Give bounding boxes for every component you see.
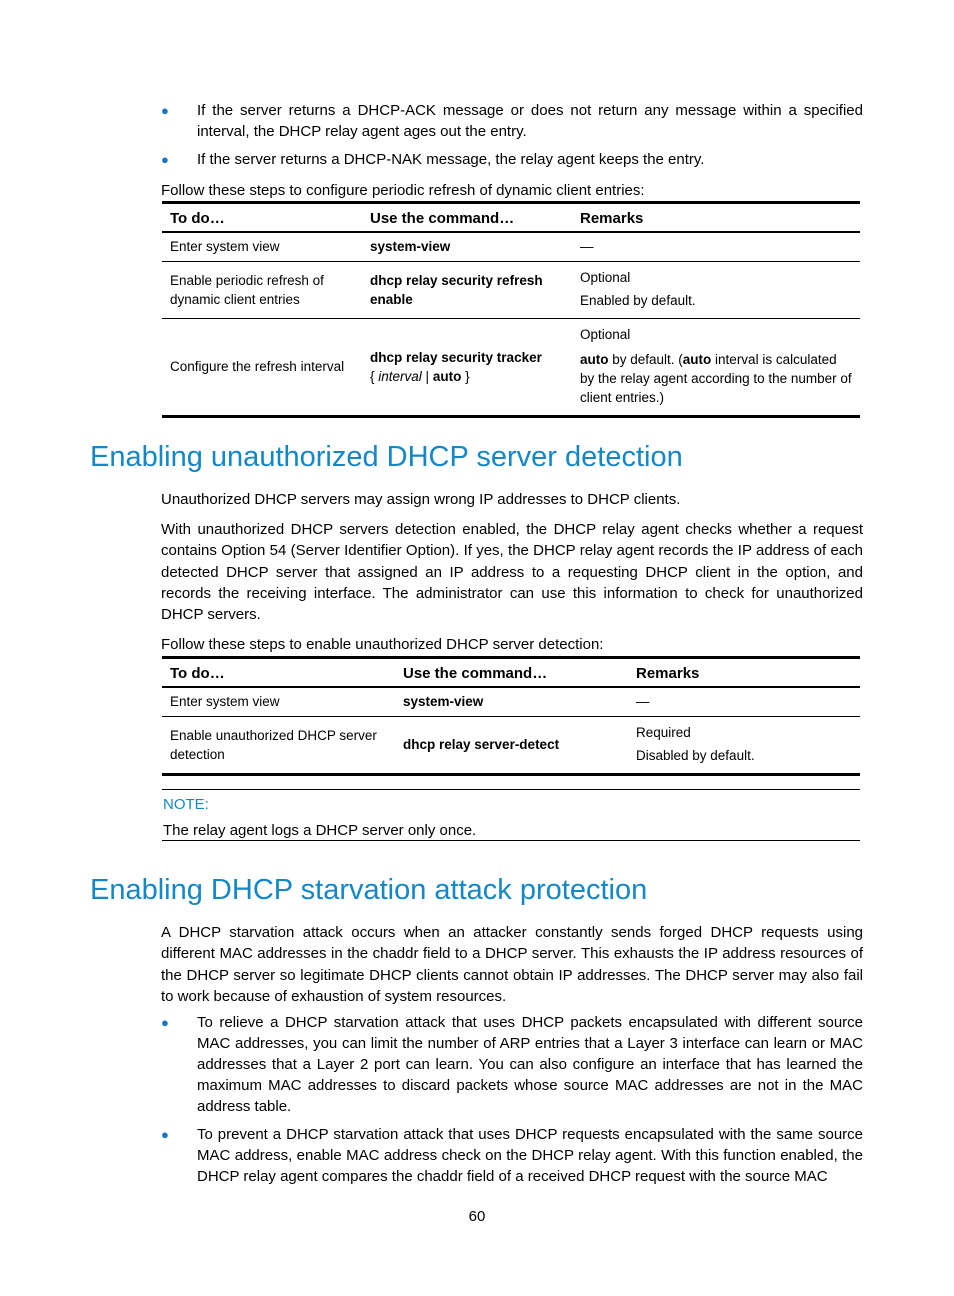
brace-open: {: [370, 368, 379, 384]
table-row: [162, 687, 860, 716]
table-row: [162, 232, 860, 261]
list-item-text: If the server returns a DHCP-ACK message or does not return any message within a specified interval, the DHCP relay agent ages out the entry.: [197, 102, 863, 140]
table-header-row: [162, 203, 860, 233]
todo-cell: Enter system view: [162, 232, 362, 261]
list-item: [161, 149, 863, 170]
bullet-icon: ●: [161, 152, 169, 167]
remark-line: Required: [636, 724, 691, 740]
paragraph: With unauthorized DHCP servers detection enabled, the DHCP relay agent checks whether a request contains Option 54 (Server Identifier Option). If yes, the DHCP relay agent records the IP address of each detected DHCP server that assigned an IP address to a requesting DHCP client in the option, and records the receiving interface. The administrator can use this information to check for unauthorized DHCP servers.: [161, 521, 863, 624]
table-row: [162, 261, 860, 318]
server-detect-command-table: [162, 656, 860, 776]
page-number: 60: [468, 1208, 486, 1225]
todo-cell: Configure the refresh interval: [162, 318, 362, 416]
list-item: [161, 1012, 863, 1117]
command-keyword: dhcp relay security tracker: [370, 349, 542, 365]
table-row: [162, 318, 860, 416]
todo-cell: Enable unauthorized DHCP server detection: [162, 716, 395, 774]
separator: |: [421, 368, 433, 384]
table-header-row: [162, 658, 860, 688]
remarks-cell: [572, 318, 860, 416]
remark-keyword: auto: [682, 351, 712, 367]
list-item-text: To prevent a DHCP starvation attack that uses DHCP requests encapsulated with the same source MAC address, enable MAC address check on the DHCP relay agent. With this function enabled, the DHCP relay agent compares the chaddr field of a received DHCP request with the source MAC: [197, 1126, 863, 1185]
todo-cell: Enable periodic refresh of dynamic client entries: [162, 261, 362, 318]
command-cell: system-view: [362, 232, 572, 261]
bullet-icon: ●: [161, 103, 169, 118]
note-box: [162, 789, 860, 841]
column-header-todo: To do…: [162, 203, 362, 233]
brace-close: }: [461, 368, 470, 384]
bullet-icon: ●: [161, 1127, 169, 1142]
note-text: The relay agent logs a DHCP server only once.: [163, 822, 477, 839]
command-keyword: auto: [432, 368, 462, 384]
bullet-icon: ●: [161, 1015, 169, 1030]
remarks-cell: [572, 261, 860, 318]
command-param: interval: [378, 368, 422, 384]
list-item-text: If the server returns a DHCP-NAK message, the relay agent keeps the entry.: [197, 151, 705, 168]
column-header-command: Use the command…: [362, 203, 572, 233]
list-item: [161, 100, 863, 142]
remarks-cell: —: [572, 232, 860, 261]
refresh-command-table: [162, 201, 860, 418]
remark-line: Optional: [580, 269, 631, 285]
remark-line: Disabled by default.: [636, 747, 755, 763]
note-label: NOTE:: [163, 796, 209, 813]
list-item-text: To relieve a DHCP starvation attack that uses DHCP packets encapsulated with different source MAC addresses, you can limit the number of ARP entries that a Layer 3 interface can learn or MAC addresses that a Layer 2 port can learn. You can also configure an interface that has learned the maximum MAC addresses to discard packets whose source MAC addresses are not in the MAC address table.: [197, 1014, 863, 1115]
command-cell: dhcp relay security refresh enable: [362, 261, 572, 318]
column-header-remarks: Remarks: [628, 658, 860, 688]
section-heading: Enabling DHCP starvation attack protection: [90, 874, 648, 906]
column-header-todo: To do…: [162, 658, 395, 688]
table-row: [162, 716, 860, 774]
section-heading: Enabling unauthorized DHCP server detection: [90, 441, 683, 473]
column-header-remarks: Remarks: [572, 203, 860, 233]
paragraph: A DHCP starvation attack occurs when an attacker constantly sends forged DHCP requests using different MAC addresses in the chaddr field to a DHCP server. This exhausts the IP address resources of the DHCP server so legitimate DHCP clients cannot obtain IP addresses. The DHCP server may also fail to work because of exhaustion of system resources.: [161, 924, 863, 1005]
remark-line: [580, 350, 852, 407]
column-header-command: Use the command…: [395, 658, 628, 688]
paragraph: Follow these steps to enable unauthorized DHCP server detection:: [161, 636, 604, 653]
command-cell: system-view: [395, 687, 628, 716]
list-item: [161, 1124, 863, 1187]
todo-cell: Enter system view: [162, 687, 395, 716]
remark-line: Enabled by default.: [580, 292, 696, 308]
command-cell: [362, 318, 572, 416]
remark-text: by default. (: [608, 351, 683, 367]
refresh-intro: Follow these steps to configure periodic refresh of dynamic client entries:: [161, 182, 645, 199]
command-cell: dhcp relay server-detect: [395, 716, 628, 774]
remarks-cell: [628, 716, 860, 774]
paragraph: Unauthorized DHCP servers may assign wrong IP addresses to DHCP clients.: [161, 491, 681, 508]
remark-text: interval is calculated by the relay agent according to the number of client entries.): [580, 351, 852, 405]
remark-line: Optional: [580, 326, 631, 342]
remarks-cell: —: [628, 687, 860, 716]
remark-keyword: auto: [580, 351, 609, 367]
